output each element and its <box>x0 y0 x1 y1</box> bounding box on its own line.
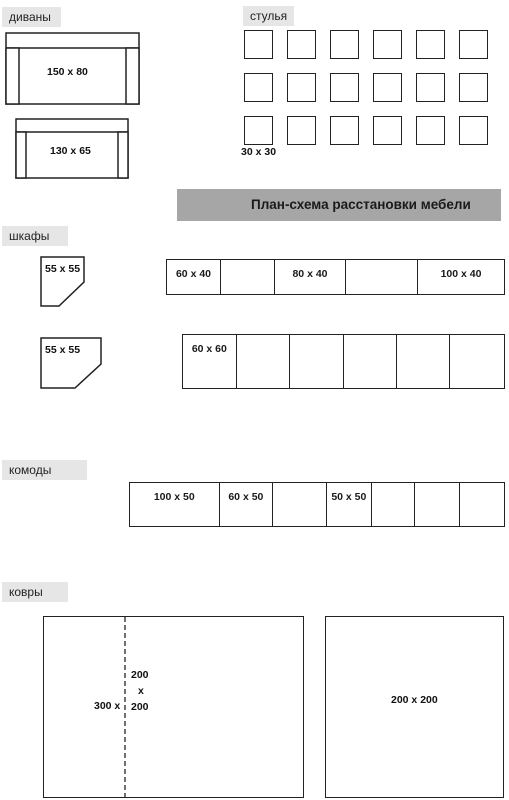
chair <box>416 73 445 102</box>
wardrobe-cell <box>290 335 344 388</box>
section-label-wardrobes: шкафы <box>2 226 68 246</box>
chair-size: 30 x 30 <box>241 146 277 158</box>
sofa-large-size: 150 x 80 <box>47 66 88 78</box>
wardrobe-cell <box>344 335 397 388</box>
dresser-cell <box>460 483 504 526</box>
chair <box>373 30 402 59</box>
wardrobe-cell <box>221 260 275 294</box>
chair <box>459 30 488 59</box>
wardrobe-row-2 <box>182 334 505 389</box>
chair <box>416 116 445 145</box>
chair <box>459 116 488 145</box>
wardrobe-cell: 80 x 40 <box>275 260 346 294</box>
chair <box>373 73 402 102</box>
plan-title: План-схема расстановки мебели <box>251 197 471 212</box>
rug-large-height-bottom: 200 <box>131 701 149 713</box>
section-label-rugs: ковры <box>2 582 68 602</box>
rug-large-height-top: 200 <box>131 669 149 681</box>
section-label-dressers: комоды <box>2 460 87 480</box>
wardrobe-cell: 60 x 40 <box>167 260 221 294</box>
chair <box>287 73 316 102</box>
chair <box>459 73 488 102</box>
chair <box>330 116 359 145</box>
rug-large <box>43 616 304 798</box>
corner-wardrobe-2-size: 55 x 55 <box>45 344 81 356</box>
rug-square-size: 200 x 200 <box>391 694 438 706</box>
chair <box>330 73 359 102</box>
dresser-cell: 100 x 50 <box>130 483 220 526</box>
chair <box>287 116 316 145</box>
chair <box>330 30 359 59</box>
chair <box>244 73 273 102</box>
wardrobe-cell: 60 x 60 <box>183 335 237 388</box>
dresser-cell <box>372 483 416 526</box>
dresser-cell <box>273 483 327 526</box>
chair <box>416 30 445 59</box>
section-label-chairs: стулья <box>243 6 294 26</box>
wardrobe-cell <box>346 260 418 294</box>
wardrobe-cell: 100 x 40 <box>440 268 482 280</box>
plan-title-banner <box>177 189 501 221</box>
rug-large-width: 300 x <box>94 700 121 712</box>
section-label-sofas: диваны <box>2 7 61 27</box>
dresser-cell: 50 x 50 <box>327 483 372 526</box>
wardrobe-row-1 <box>166 259 505 295</box>
wardrobe-cell <box>450 335 504 388</box>
dresser-cell <box>415 483 460 526</box>
rug-large-divider <box>123 617 127 798</box>
rug-square <box>325 616 504 798</box>
wardrobe-cell <box>397 335 451 388</box>
chair <box>244 116 273 145</box>
chair <box>244 30 273 59</box>
corner-wardrobe-1-size: 55 x 55 <box>45 263 81 275</box>
dresser-cell: 60 x 50 <box>220 483 274 526</box>
dresser-row <box>129 482 505 527</box>
rug-large-height-x: x <box>138 685 144 697</box>
sofa-small-size: 130 x 65 <box>50 145 91 157</box>
wardrobe-cell <box>237 335 291 388</box>
chair <box>373 116 402 145</box>
chair <box>287 30 316 59</box>
